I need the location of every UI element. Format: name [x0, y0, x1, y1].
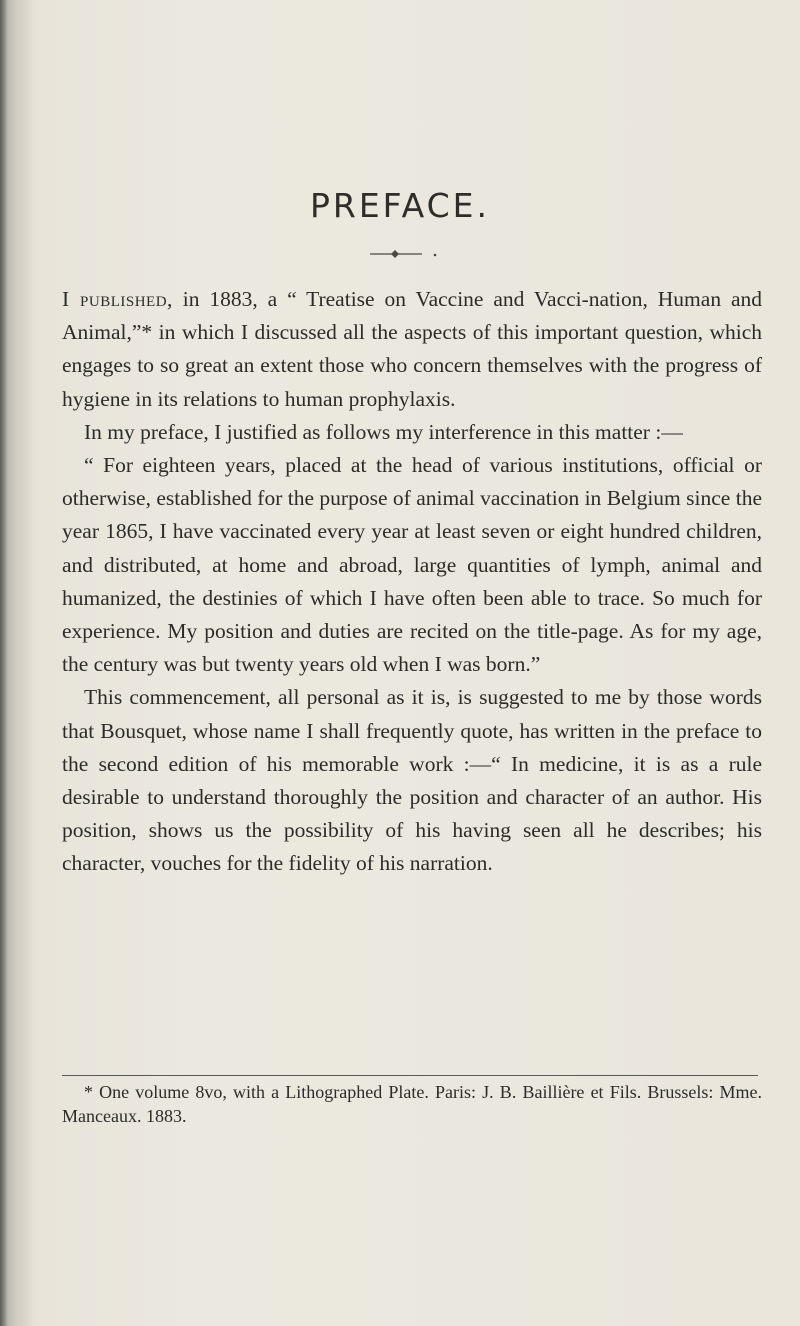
page-title: PREFACE. [309, 186, 490, 225]
ornament-divider [364, 248, 444, 260]
paragraph-4: This commencement, all personal as it is, is suggested to me by those words that Bousquet, whose name I shall frequently quote, has written in the preface to the second edition of his memorable work :—“ In medicine, it is as a rule desirable to understand thoroughly the position and character of an author. His position, shows us the possibility of his having seen all he describes; his character, vouches for the fidelity of his narration. [62, 685, 762, 876]
paragraph-2: In my preface, I justified as follows my interference in this matter :— [84, 419, 683, 444]
footnote-rule [62, 1075, 758, 1076]
paragraph-lead: I published, [62, 287, 173, 311]
paragraph-3: “ For eighteen years, placed at the head of various institutions, official or otherwise, established for the purpose of animal vaccination in Belgium since the year 1865, I have vaccinated every year at least seven or eight hundred children, and distributed, at home and abroad, large quantities of lymph, animal and humanized, the destinies of which I have often been able to trace. So much for experience. My position and duties are recited on the title-page. As for my age, the century was but twenty years old when I was born.” [62, 453, 762, 677]
paragraph-text: in 1883, a “ Treatise on Vaccine and Vacci-nation, Human and Animal,”* in which I discussed all the aspects of this important question, which engages to so great an extent those who concern themselves with the progress of hygiene in its relations to human prophylaxis. [62, 287, 762, 411]
footnote: * One volume 8vo, with a Lithographed Plate. Paris: J. B. Baillière et Fils. Brussels: Mme. Manceaux. 1883. [62, 1082, 762, 1126]
preface-body [62, 283, 762, 881]
paragraph-1 [62, 283, 762, 416]
